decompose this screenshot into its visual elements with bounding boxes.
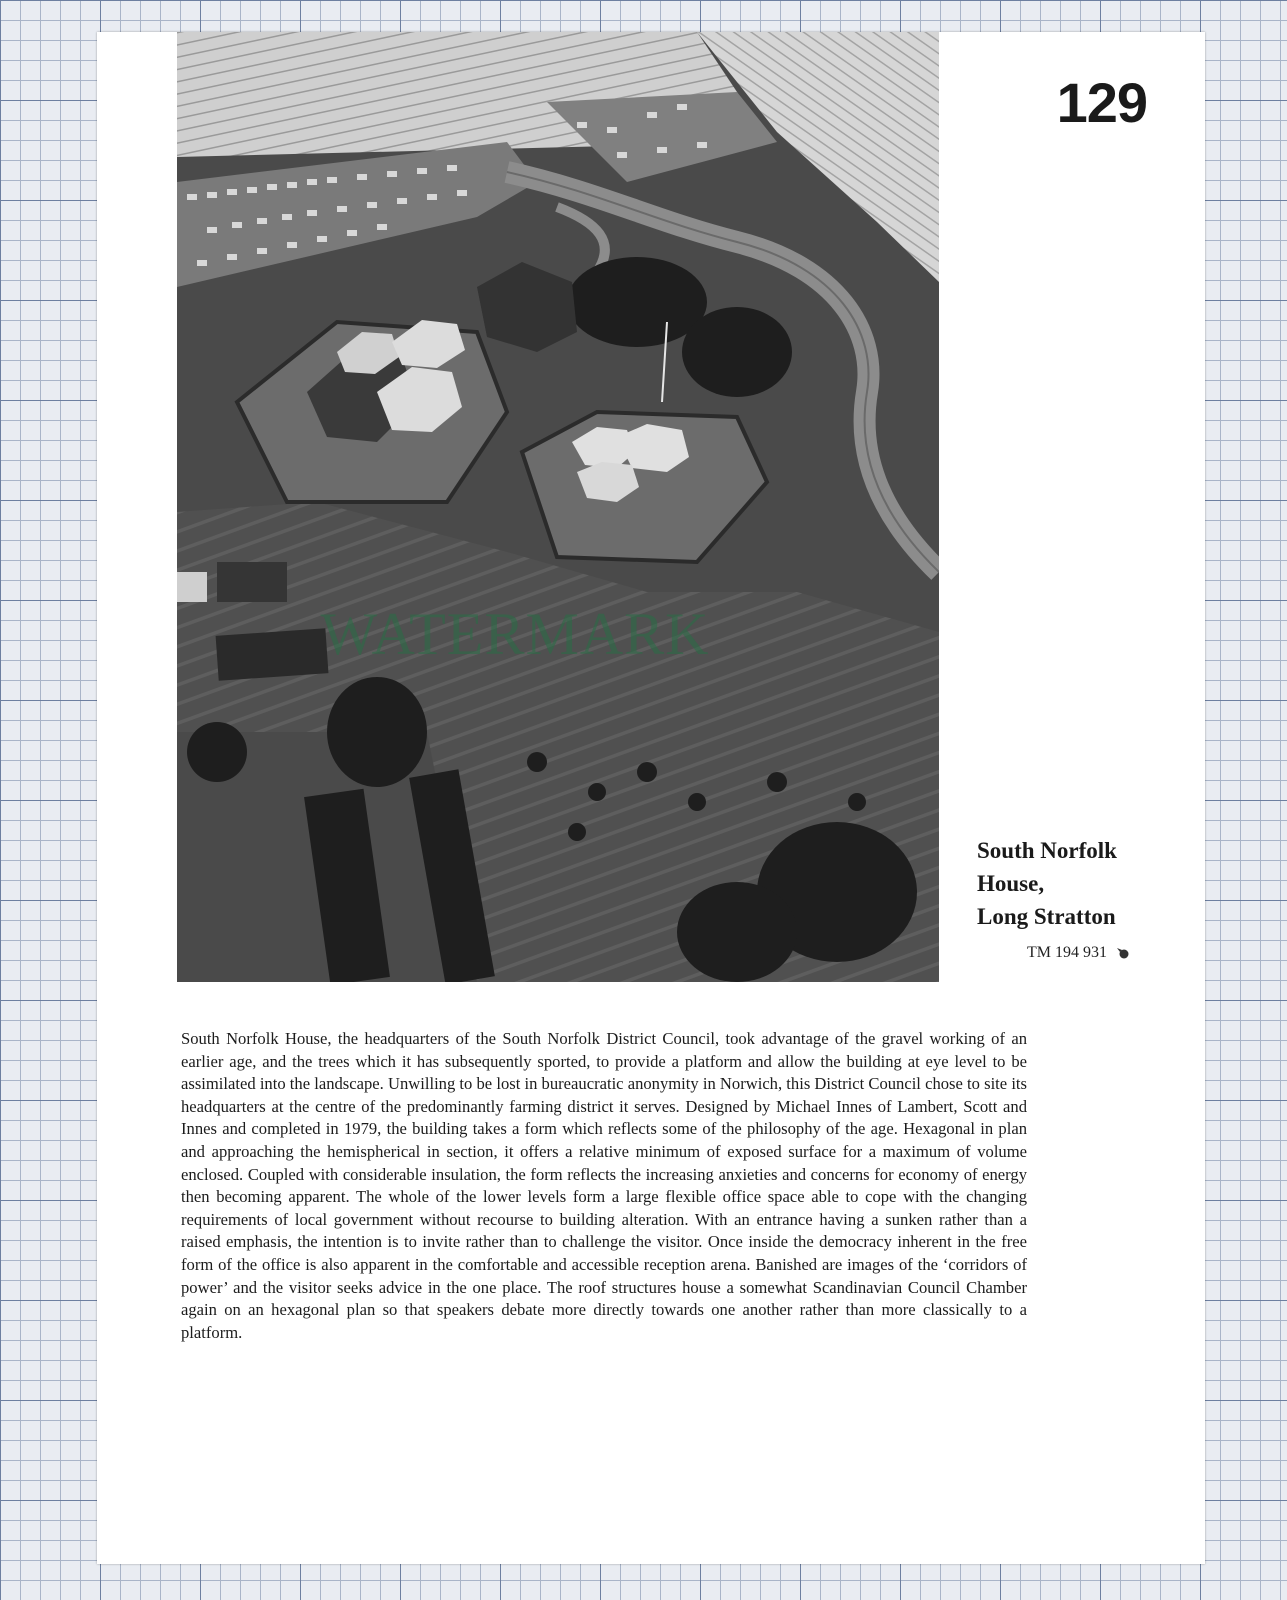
grid-reference bbox=[1027, 944, 1129, 962]
grid-reference-text: TM 194 931 bbox=[1027, 944, 1107, 961]
entry-title-line: House, bbox=[977, 871, 1045, 896]
entry-title-line: South Norfolk bbox=[977, 838, 1117, 863]
watermark: WATERMARK bbox=[320, 601, 710, 667]
page-number: 129 bbox=[1056, 71, 1147, 134]
map-marker-icon bbox=[1117, 947, 1129, 959]
entry-title bbox=[977, 834, 1187, 933]
aerial-photo bbox=[177, 32, 939, 982]
body-paragraph: South Norfolk House, the headquarters of the South Norfolk District Council, took advantage of the gravel working of an earlier age, and the trees which it has subsequently sported, to provide a platform and allow the building at eye level to be assimilated into the landscape. Unwilling to be lost in bureaucratic anonymity in Norwich, this District Council chose to site its headquarters at the centre of the predominantly farming district it serves. Designed by Michael Innes of Lambert, Scott and Innes and completed in 1979, the building takes a form which reflects some of the philosophy of the age. Hexagonal in plan and approaching the hemispherical in section, it offers a relative minimum of exposed surface for a maximum of volume enclosed. Coupled with considerable insulation, the form reflects the increasing anxieties and concerns for economy of energy then becoming apparent. The whole of the lower levels form a large flexible office space able to cope with the changing requirements of local government without recourse to building alteration. With an entrance having a sunken rather than a raised emphasis, the intention is to invite rather than to challenge the visitor. Once inside the democracy inherent in the free form of the office is also apparent in the comfortable and accessible reception arena. Banished are images of the ‘corridors of power’ and the visitor seeks advice in the one place. The roof structures house a somewhat Scandinavian Council Chamber again on an hexagonal plan so that speakers debate more directly towards one another rather than more classically to a platform. bbox=[181, 1029, 1027, 1342]
entry-title-line: Long Stratton bbox=[977, 904, 1116, 929]
aerial-photo-drawing bbox=[177, 32, 939, 982]
document-page bbox=[97, 32, 1205, 1564]
